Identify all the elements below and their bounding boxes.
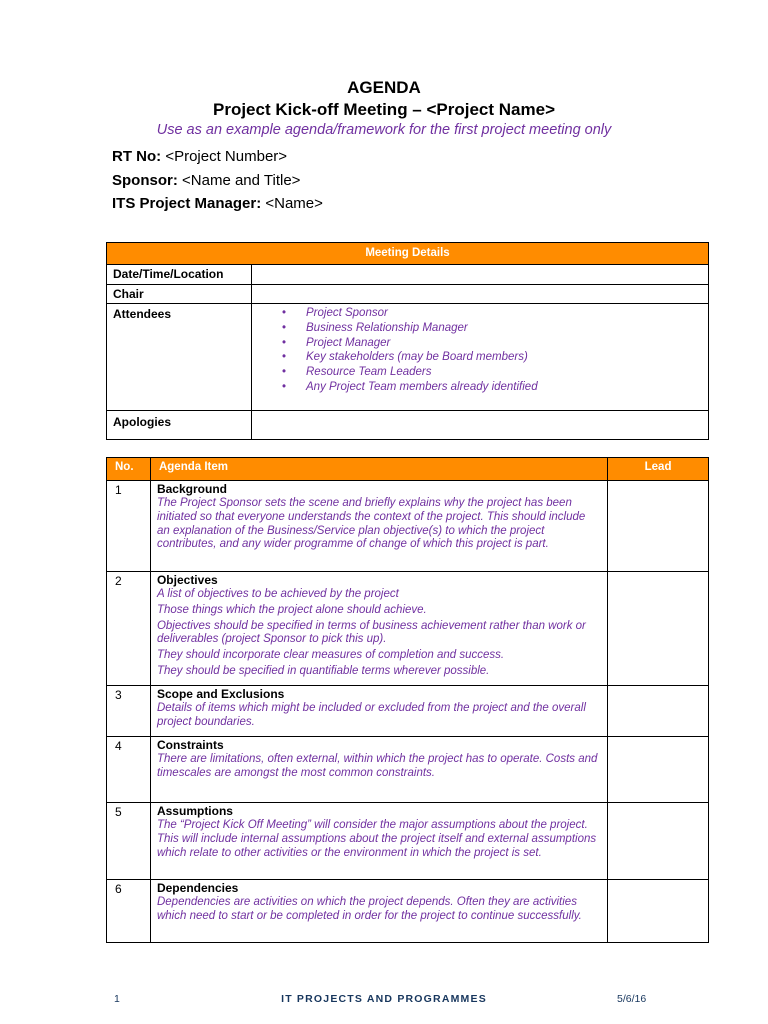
col-header-no: No. xyxy=(107,458,151,481)
lead-cell xyxy=(608,686,709,737)
lead-cell xyxy=(608,481,709,572)
agenda-row xyxy=(107,572,709,686)
page-number: 1 xyxy=(114,993,120,1005)
item-description: They should be specified in quantifiable terms wherever possible. xyxy=(156,664,490,677)
item-title: Constraints xyxy=(156,738,224,752)
page-title: AGENDA xyxy=(347,78,421,97)
chair-value-cell xyxy=(252,285,709,304)
item-number: 2 xyxy=(107,572,151,686)
item-title: Dependencies xyxy=(156,881,239,895)
item-description: The “Project Kick Off Meeting” will consider the major assumptions about the project. This will include internal assumptions about the project itself and external assumptions which relate to other activities or the environment in which the project is set. xyxy=(156,819,597,859)
attendee-item: • Project Manager xyxy=(276,336,708,351)
item-description: There are limitations, often external, within which the project has to operate. Costs and timescales are amongst the most common constraints. xyxy=(156,753,598,779)
lead-cell xyxy=(608,880,709,943)
rt-number-field: RT No: <Project Number> xyxy=(112,148,288,165)
item-title: Objectives xyxy=(156,573,218,587)
item-title: Assumptions xyxy=(156,804,233,818)
item-number: 6 xyxy=(107,880,151,943)
item-description: Objectives should be specified in terms of business achievement rather than work or deliverables (project Sponsor to pick this up). xyxy=(156,619,586,646)
row-label-date: Date/Time/Location xyxy=(107,265,252,285)
item-description: Dependencies are activities on which the project depends. Often they are activities which need to start or be completed in order for the project to continue successfully. xyxy=(156,896,582,922)
apologies-cell xyxy=(252,411,709,440)
attendee-item: • Project Sponsor xyxy=(276,306,708,321)
meeting-details-table xyxy=(106,242,709,440)
attendees-list xyxy=(252,304,708,395)
col-header-lead: Lead xyxy=(608,458,709,481)
item-number: 1 xyxy=(107,481,151,572)
attendee-item: • Any Project Team members already identified xyxy=(276,380,708,395)
item-title: Scope and Exclusions xyxy=(156,687,285,701)
project-manager-field: ITS Project Manager: <Name> xyxy=(112,195,323,212)
footer-department: IT PROJECTS AND PROGRAMMES xyxy=(281,993,487,1005)
item-number: 3 xyxy=(107,686,151,737)
agenda-row xyxy=(107,803,709,880)
agenda-table xyxy=(106,457,709,943)
attendee-item: • Business Relationship Manager xyxy=(276,321,708,336)
lead-cell xyxy=(608,572,709,686)
attendees-cell xyxy=(252,304,709,411)
agenda-item-cell xyxy=(150,880,607,943)
date-value-cell xyxy=(252,265,709,285)
col-header-item: Agenda Item xyxy=(150,458,607,481)
row-label-chair: Chair xyxy=(107,285,252,304)
lead-cell xyxy=(608,737,709,803)
item-description: They should incorporate clear measures of completion and success. xyxy=(156,649,505,662)
sponsor-field: Sponsor: <Name and Title> xyxy=(112,172,301,189)
item-description: A list of objectives to be achieved by the project xyxy=(156,588,399,600)
usage-note: Use as an example agenda/framework for the first project meeting only xyxy=(156,122,612,138)
agenda-item-cell xyxy=(150,686,607,737)
meeting-title: Project Kick-off Meeting – <Project Name> xyxy=(213,100,555,119)
attendee-item: • Key stakeholders (may be Board members) xyxy=(276,350,708,365)
row-label-apologies: Apologies xyxy=(107,411,252,440)
lead-cell xyxy=(608,803,709,880)
item-title: Background xyxy=(156,482,227,496)
agenda-row xyxy=(107,880,709,943)
item-description: Those things which the project alone should achieve. xyxy=(156,603,427,616)
row-label-attendees: Attendees xyxy=(107,304,252,411)
item-description: The Project Sponsor sets the scene and briefly explains why the project has been initiated so that everyone understands the context of the project. This should include an explanation of the Business/Service plan objective(s) to which the project contributes, and any wider programme of change of which this project is part. xyxy=(156,497,586,551)
footer-date: 5/6/16 xyxy=(617,993,647,1005)
item-number: 5 xyxy=(107,803,151,880)
agenda-item-cell xyxy=(150,481,607,572)
agenda-row xyxy=(107,481,709,572)
item-number: 4 xyxy=(107,737,151,803)
agenda-item-cell xyxy=(150,737,607,803)
agenda-row xyxy=(107,737,709,803)
item-description: Details of items which might be included or excluded from the project and the overall project boundaries. xyxy=(156,702,586,728)
agenda-item-cell xyxy=(150,572,607,686)
agenda-row xyxy=(107,686,709,737)
agenda-item-cell xyxy=(150,803,607,880)
meeting-details-heading: Meeting Details xyxy=(107,243,709,265)
attendee-item: • Resource Team Leaders xyxy=(276,365,708,380)
